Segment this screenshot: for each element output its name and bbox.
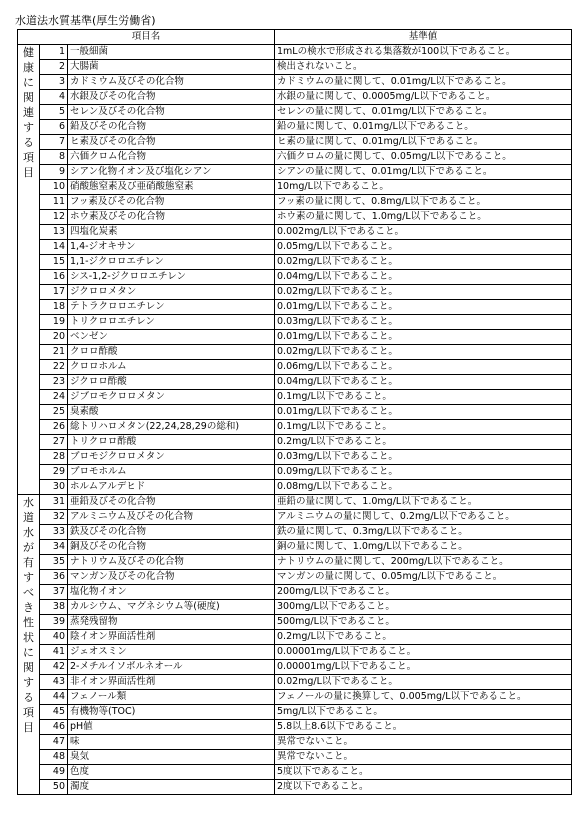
table-row: [18, 270, 572, 285]
row-number: 35: [40, 555, 68, 570]
standard-cell: 0.04mg/L以下であること。: [275, 270, 572, 285]
row-number: 19: [40, 315, 68, 330]
row-number: 38: [40, 600, 68, 615]
standard-cell: カドミウムの量に関して、0.01mg/L以下であること。: [275, 75, 572, 90]
standard-cell: 水銀の量に関して、0.0005mg/L以下であること。: [275, 90, 572, 105]
row-number: 24: [40, 390, 68, 405]
row-number: 8: [40, 150, 68, 165]
table-row: [18, 60, 572, 75]
item-name-cell: 1,1-ジクロロエチレン: [68, 255, 275, 270]
row-number: 20: [40, 330, 68, 345]
row-number: 14: [40, 240, 68, 255]
row-number: 41: [40, 645, 68, 660]
table-row: [18, 240, 572, 255]
row-number: 36: [40, 570, 68, 585]
standard-cell: 0.01mg/L以下であること。: [275, 330, 572, 345]
standard-cell: フェノールの量に換算して、0.005mg/L以下であること。: [275, 690, 572, 705]
standard-cell: セレンの量に関して、0.01mg/L以下であること。: [275, 105, 572, 120]
item-name-cell: 色度: [68, 765, 275, 780]
row-number: 11: [40, 195, 68, 210]
standard-cell: シアンの量に関して、0.01mg/L以下であること。: [275, 165, 572, 180]
item-name-cell: 2-メチルイソボルネオール: [68, 660, 275, 675]
table-row: [18, 120, 572, 135]
table-row: [18, 45, 572, 60]
table-row: [18, 420, 572, 435]
row-number: 26: [40, 420, 68, 435]
row-number: 7: [40, 135, 68, 150]
row-number: 16: [40, 270, 68, 285]
table-row: [18, 690, 572, 705]
water-quality-table: [17, 29, 572, 795]
item-name-cell: ベンゼン: [68, 330, 275, 345]
row-number: 34: [40, 540, 68, 555]
table-row: [18, 90, 572, 105]
table-row: [18, 315, 572, 330]
item-name-cell: カルシウム、マグネシウム等(硬度): [68, 600, 275, 615]
standard-cell: フッ素の量に関して、0.8mg/L以下であること。: [275, 195, 572, 210]
table-row: [18, 765, 572, 780]
item-name-cell: 濁度: [68, 780, 275, 795]
standard-cell: 1mLの検水で形成される集落数が100以下であること。: [275, 45, 572, 60]
standard-cell: 0.05mg/L以下であること。: [275, 240, 572, 255]
row-number: 32: [40, 510, 68, 525]
row-number: 17: [40, 285, 68, 300]
standard-cell: 0.01mg/L以下であること。: [275, 405, 572, 420]
table-row: [18, 150, 572, 165]
item-name-cell: マンガン及びその化合物: [68, 570, 275, 585]
category-cell: [18, 495, 40, 795]
item-name-cell: フッ素及びその化合物: [68, 195, 275, 210]
table-row: [18, 780, 572, 795]
standard-cell: 0.04mg/L以下であること。: [275, 375, 572, 390]
item-name-cell: 1,4-ジオキサン: [68, 240, 275, 255]
row-number: 21: [40, 345, 68, 360]
standard-cell: 六価クロムの量に関して、0.05mg/L以下であること。: [275, 150, 572, 165]
row-number: 4: [40, 90, 68, 105]
row-number: 27: [40, 435, 68, 450]
standard-cell: アルミニウムの量に関して、0.2mg/L以下であること。: [275, 510, 572, 525]
standard-cell: 0.02mg/L以下であること。: [275, 345, 572, 360]
standard-cell: 亜鉛の量に関して、1.0mg/L以下であること。: [275, 495, 572, 510]
standard-cell: 0.09mg/L以下であること。: [275, 465, 572, 480]
item-name-cell: ホルムアルデヒド: [68, 480, 275, 495]
standard-cell: 0.1mg/L以下であること。: [275, 390, 572, 405]
category-cell: [18, 45, 40, 495]
row-number: 33: [40, 525, 68, 540]
item-name-cell: 四塩化炭素: [68, 225, 275, 240]
table-row: [18, 210, 572, 225]
row-number: 44: [40, 690, 68, 705]
standard-cell: 0.1mg/L以下であること。: [275, 420, 572, 435]
table-row: [18, 360, 572, 375]
row-number: 39: [40, 615, 68, 630]
item-name-cell: フェノール類: [68, 690, 275, 705]
table-row: [18, 660, 572, 675]
row-number: 43: [40, 675, 68, 690]
standard-cell: 検出されないこと。: [275, 60, 572, 75]
standard-cell: ナトリウムの量に関して、200mg/L以下であること。: [275, 555, 572, 570]
item-name-cell: 臭素酸: [68, 405, 275, 420]
table-row: [18, 465, 572, 480]
header-item-name: 項目名: [18, 30, 275, 45]
standard-cell: 異常でないこと。: [275, 735, 572, 750]
item-name-cell: 臭気: [68, 750, 275, 765]
standard-cell: 異常でないこと。: [275, 750, 572, 765]
table-row: [18, 180, 572, 195]
table-row: [18, 105, 572, 120]
standard-cell: 0.03mg/L以下であること。: [275, 315, 572, 330]
table-row: [18, 135, 572, 150]
page-title: 水道法水質基準(厚生労働省): [15, 14, 156, 27]
row-number: 25: [40, 405, 68, 420]
item-name-cell: 大腸菌: [68, 60, 275, 75]
table-row: [18, 300, 572, 315]
standard-cell: 0.06mg/L以下であること。: [275, 360, 572, 375]
table-row: [18, 705, 572, 720]
row-number: 40: [40, 630, 68, 645]
item-name-cell: シス-1,2-ジクロロエチレン: [68, 270, 275, 285]
row-number: 6: [40, 120, 68, 135]
row-number: 13: [40, 225, 68, 240]
item-name-cell: クロロホルム: [68, 360, 275, 375]
standard-cell: ホウ素の量に関して、1.0mg/L以下であること。: [275, 210, 572, 225]
item-name-cell: ジェオスミン: [68, 645, 275, 660]
table-row: [18, 225, 572, 240]
item-name-cell: ブロモホルム: [68, 465, 275, 480]
item-name-cell: クロロ酢酸: [68, 345, 275, 360]
row-number: 1: [40, 45, 68, 60]
item-name-cell: ジブロモクロロメタン: [68, 390, 275, 405]
table-header-row: [18, 30, 572, 45]
row-number: 18: [40, 300, 68, 315]
table-row: [18, 75, 572, 90]
standard-cell: 5度以下であること。: [275, 765, 572, 780]
table-row: [18, 525, 572, 540]
item-name-cell: pH値: [68, 720, 275, 735]
table-row: [18, 585, 572, 600]
item-name-cell: 陰イオン界面活性剤: [68, 630, 275, 645]
item-name-cell: 六価クロム化合物: [68, 150, 275, 165]
table-row: [18, 435, 572, 450]
item-name-cell: ジクロロ酢酸: [68, 375, 275, 390]
row-number: 45: [40, 705, 68, 720]
item-name-cell: 塩化物イオン: [68, 585, 275, 600]
item-name-cell: ジクロロメタン: [68, 285, 275, 300]
category-label: 水道水が有すべき性状に関する項目: [23, 496, 34, 734]
table-row: [18, 480, 572, 495]
item-name-cell: ブロモジクロロメタン: [68, 450, 275, 465]
item-name-cell: 総トリハロメタン(22,24,28,29の総和): [68, 420, 275, 435]
standard-cell: 0.00001mg/L以下であること。: [275, 660, 572, 675]
table-row: [18, 450, 572, 465]
standard-cell: 0.02mg/L以下であること。: [275, 285, 572, 300]
item-name-cell: 有機物等(TOC): [68, 705, 275, 720]
table-row: [18, 630, 572, 645]
table-row: [18, 645, 572, 660]
table-body: [18, 45, 572, 795]
row-number: 10: [40, 180, 68, 195]
standard-cell: 10mg/L以下であること。: [275, 180, 572, 195]
table-row: [18, 405, 572, 420]
row-number: 48: [40, 750, 68, 765]
item-name-cell: ナトリウム及びその化合物: [68, 555, 275, 570]
item-name-cell: セレン及びその化合物: [68, 105, 275, 120]
item-name-cell: トリクロロ酢酸: [68, 435, 275, 450]
item-name-cell: カドミウム及びその化合物: [68, 75, 275, 90]
row-number: 42: [40, 660, 68, 675]
standard-cell: 5.8以上8.6以下であること。: [275, 720, 572, 735]
item-name-cell: 銅及びその化合物: [68, 540, 275, 555]
item-name-cell: 蒸発残留物: [68, 615, 275, 630]
standard-cell: 0.2mg/L以下であること。: [275, 435, 572, 450]
standard-cell: 0.002mg/L以下であること。: [275, 225, 572, 240]
row-number: 15: [40, 255, 68, 270]
item-name-cell: トリクロロエチレン: [68, 315, 275, 330]
item-name-cell: 亜鉛及びその化合物: [68, 495, 275, 510]
standard-cell: 500mg/L以下であること。: [275, 615, 572, 630]
row-number: 5: [40, 105, 68, 120]
row-number: 3: [40, 75, 68, 90]
row-number: 22: [40, 360, 68, 375]
table-row: [18, 375, 572, 390]
table-row: [18, 600, 572, 615]
row-number: 28: [40, 450, 68, 465]
item-name-cell: 水銀及びその化合物: [68, 90, 275, 105]
standard-cell: 0.02mg/L以下であること。: [275, 675, 572, 690]
row-number: 50: [40, 780, 68, 795]
row-number: 9: [40, 165, 68, 180]
standard-cell: 0.00001mg/L以下であること。: [275, 645, 572, 660]
standard-cell: ヒ素の量に関して、0.01mg/L以下であること。: [275, 135, 572, 150]
table-row: [18, 720, 572, 735]
table-row: [18, 555, 572, 570]
standard-cell: マンガンの量に関して、0.05mg/L以下であること。: [275, 570, 572, 585]
standard-cell: 300mg/L以下であること。: [275, 600, 572, 615]
item-name-cell: 硝酸態窒素及び亜硝酸態窒素: [68, 180, 275, 195]
row-number: 47: [40, 735, 68, 750]
standard-cell: 鉄の量に関して、0.3mg/L以下であること。: [275, 525, 572, 540]
row-number: 23: [40, 375, 68, 390]
item-name-cell: テトラクロロエチレン: [68, 300, 275, 315]
item-name-cell: 非イオン界面活性剤: [68, 675, 275, 690]
item-name-cell: 一般細菌: [68, 45, 275, 60]
table-row: [18, 495, 572, 510]
standard-cell: 0.02mg/L以下であること。: [275, 255, 572, 270]
item-name-cell: 鉛及びその化合物: [68, 120, 275, 135]
table-row: [18, 615, 572, 630]
standard-cell: 5mg/L以下であること。: [275, 705, 572, 720]
table-row: [18, 390, 572, 405]
category-label: 健康に関連する項目: [23, 46, 34, 179]
standard-cell: 0.2mg/L以下であること。: [275, 630, 572, 645]
standard-cell: 0.03mg/L以下であること。: [275, 450, 572, 465]
row-number: 30: [40, 480, 68, 495]
row-number: 31: [40, 495, 68, 510]
table-row: [18, 570, 572, 585]
table-row: [18, 540, 572, 555]
standard-cell: 銅の量に関して、1.0mg/L以下であること。: [275, 540, 572, 555]
table-row: [18, 510, 572, 525]
item-name-cell: シアン化物イオン及び塩化シアン: [68, 165, 275, 180]
standard-cell: 200mg/L以下であること。: [275, 585, 572, 600]
item-name-cell: 味: [68, 735, 275, 750]
table-row: [18, 285, 572, 300]
item-name-cell: ホウ素及びその化合物: [68, 210, 275, 225]
table-row: [18, 195, 572, 210]
table-row: [18, 255, 572, 270]
header-standard: 基準値: [275, 30, 572, 45]
standard-cell: 2度以下であること。: [275, 780, 572, 795]
row-number: 29: [40, 465, 68, 480]
item-name-cell: アルミニウム及びその化合物: [68, 510, 275, 525]
table-row: [18, 750, 572, 765]
row-number: 49: [40, 765, 68, 780]
row-number: 2: [40, 60, 68, 75]
standard-cell: 鉛の量に関して、0.01mg/L以下であること。: [275, 120, 572, 135]
table-row: [18, 735, 572, 750]
item-name-cell: 鉄及びその化合物: [68, 525, 275, 540]
row-number: 46: [40, 720, 68, 735]
table-row: [18, 345, 572, 360]
table-row: [18, 330, 572, 345]
item-name-cell: ヒ素及びその化合物: [68, 135, 275, 150]
standard-cell: 0.08mg/L以下であること。: [275, 480, 572, 495]
row-number: 12: [40, 210, 68, 225]
row-number: 37: [40, 585, 68, 600]
table-row: [18, 675, 572, 690]
standard-cell: 0.01mg/L以下であること。: [275, 300, 572, 315]
table-row: [18, 165, 572, 180]
